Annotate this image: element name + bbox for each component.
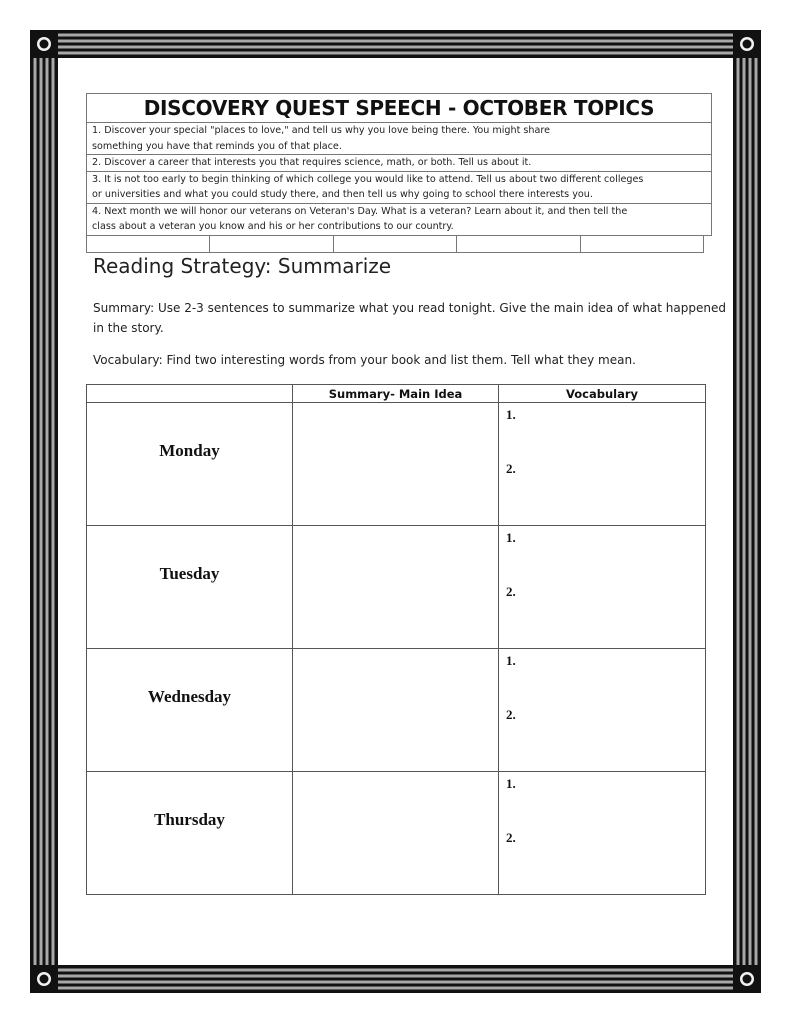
summary-line-1: Summary: Use 2-3 sentences to summarize what you read tonight. Give the main idea of what happened [93, 301, 726, 315]
day-cell [87, 526, 293, 649]
topic-1-line-2: something you have that reminds you of that place. [92, 140, 342, 152]
topic-4-line-1: 4. Next month we will honor our veterans on Veteran's Day. What is a veteran? Learn about it, and then tell the [92, 205, 628, 217]
reading-log-table [86, 384, 706, 895]
empty-grid-cell [210, 235, 333, 252]
table-row-monday [87, 403, 706, 526]
header-day [87, 385, 293, 403]
empty-grid-cell [457, 235, 580, 252]
day-label-monday: Monday [159, 441, 220, 460]
empty-grid-cell [87, 235, 210, 252]
day-label-tuesday: Tuesday [159, 564, 220, 583]
vocab-number-2: 2. [506, 830, 516, 845]
vocabulary-cell[interactable] [499, 403, 706, 526]
topic-2-line-1: 2. Discover a career that interests you that requires science, math, or both. Tell us about it. [92, 157, 532, 168]
vocabulary-cell[interactable] [499, 649, 706, 772]
vocab-number-1: 1. [506, 776, 516, 791]
topic-3-line-1: 3. It is not too early to begin thinking of which college you would like to attend. Tell us about two different colleges [92, 173, 644, 185]
summary-cell[interactable] [293, 526, 499, 649]
day-cell [87, 772, 293, 895]
vocabulary-cell[interactable] [499, 526, 706, 649]
vocab-number-2: 2. [506, 707, 516, 722]
speech-topics-title: DISCOVERY QUEST SPEECH - OCTOBER TOPICS [87, 94, 711, 123]
vocabulary-line: Vocabulary: Find two interesting words from your book and list them. Tell what they mean. [93, 353, 636, 367]
vocab-number-2: 2. [506, 461, 516, 476]
empty-grid-cell [334, 235, 457, 252]
vocab-number-1: 1. [506, 407, 516, 422]
table-header-row [87, 385, 706, 403]
table-row-wednesday [87, 649, 706, 772]
topic-3 [87, 172, 711, 204]
vocab-number-2: 2. [506, 584, 516, 599]
day-cell [87, 649, 293, 772]
day-label-thursday: Thursday [154, 810, 225, 829]
summary-cell[interactable] [293, 772, 499, 895]
day-label-wednesday: Wednesday [147, 687, 232, 706]
topic-1-line-1: 1. Discover your special "places to love," and tell us why you love being there. You might share [92, 125, 550, 136]
empty-grid-cell [581, 235, 703, 252]
table-row-thursday [87, 772, 706, 895]
table-row-tuesday [87, 526, 706, 649]
speech-topics-box [86, 93, 712, 236]
vocab-number-1: 1. [506, 530, 516, 545]
topic-4 [87, 204, 711, 235]
header-vocabulary: Vocabulary [499, 385, 706, 403]
vocabulary-instructions [93, 350, 636, 370]
summary-cell[interactable] [293, 403, 499, 526]
summary-line-2: in the story. [93, 321, 164, 335]
topic-2 [87, 155, 711, 172]
header-summary-main-idea: Summary- Main Idea [293, 385, 499, 403]
day-cell [87, 403, 293, 526]
topic-3-line-2: or universities and what you could study there, and then tell us why going to school there interests you. [92, 189, 593, 200]
summary-cell[interactable] [293, 649, 499, 772]
topic-1 [87, 123, 711, 155]
empty-grid-row [86, 235, 704, 253]
reading-strategy-title: Reading Strategy: Summarize [93, 254, 392, 278]
vocabulary-cell[interactable] [499, 772, 706, 895]
summary-instructions [93, 298, 726, 338]
vocab-number-1: 1. [506, 653, 516, 668]
topic-4-line-2: class about a veteran you know and his or her contributions to our country. [92, 221, 454, 232]
